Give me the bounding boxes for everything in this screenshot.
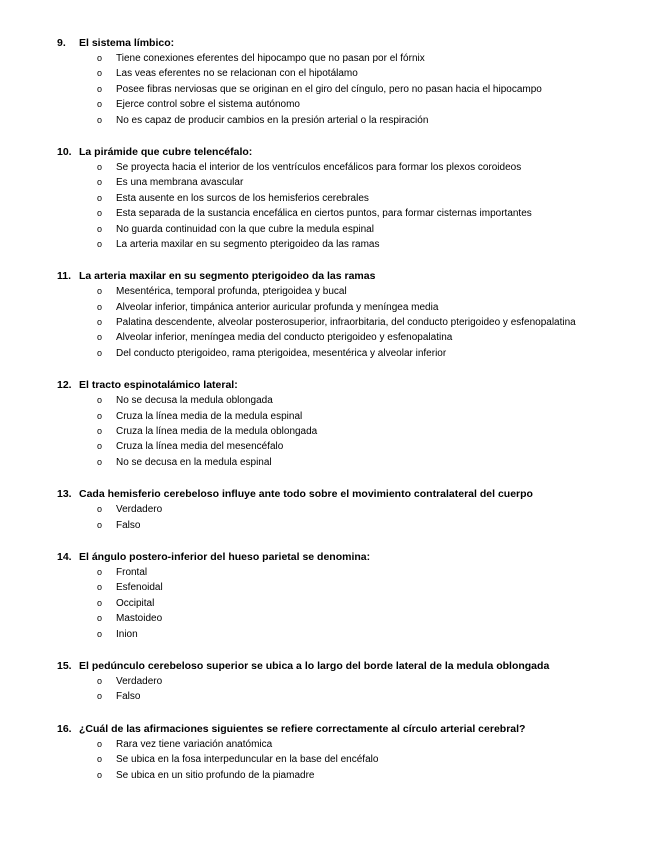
answer-options: [0, 502, 655, 533]
question-number: 10.: [57, 145, 72, 158]
circle-bullet-icon: o: [97, 582, 103, 593]
answer-option: [0, 455, 655, 470]
question-16: [0, 721, 655, 783]
circle-bullet-icon: o: [97, 347, 103, 358]
answer-option-text: No guarda continuidad con la que cubre la medula espinal: [116, 223, 374, 235]
circle-bullet-icon: o: [97, 441, 103, 452]
answer-option-text: Alveolar inferior, meníngea media del conducto pterigoideo y esfenopalatina: [116, 332, 453, 344]
answer-option: [0, 97, 655, 112]
answer-option: [0, 439, 655, 454]
answer-option: [0, 191, 655, 206]
circle-bullet-icon: o: [97, 504, 103, 515]
answer-option: [0, 596, 655, 611]
answer-option-text: Cruza la línea media de la medula espinal: [116, 410, 303, 422]
answer-option: [0, 66, 655, 81]
answer-option-text: Occipital: [116, 597, 155, 609]
answer-option-text: Esfenoidal: [116, 582, 163, 594]
circle-bullet-icon: o: [97, 68, 103, 79]
answer-options: [0, 565, 655, 642]
question-heading: [0, 486, 655, 502]
question-12: [0, 377, 655, 470]
answer-option-text: Verdadero: [116, 675, 163, 687]
answer-options: [0, 284, 655, 361]
answer-option-text: Verdadero: [116, 504, 163, 516]
document-page: [0, 35, 655, 799]
answer-option: [0, 51, 655, 66]
answer-option-text: Se proyecta hacia el interior de los ventrículos encefálicos para formar los plexos coroideos: [116, 161, 522, 173]
answer-option-text: Mastoideo: [116, 613, 163, 625]
answer-option-text: Se ubica en la fosa interpeduncular en la base del encéfalo: [116, 754, 379, 766]
answer-option-text: Cruza la línea media de la medula oblongada: [116, 426, 318, 438]
answer-option-text: Se ubica en un sitio profundo de la piamadre: [116, 769, 315, 781]
question-number: 13.: [57, 488, 72, 501]
question-heading: [0, 549, 655, 565]
answer-option-text: Las veas eferentes no se relacionan con el hipotálamo: [116, 68, 358, 80]
answer-option: [0, 674, 655, 689]
question-number: 9.: [57, 37, 66, 49]
answer-option: [0, 752, 655, 767]
question-heading: [0, 721, 655, 737]
circle-bullet-icon: o: [97, 332, 103, 343]
circle-bullet-icon: o: [97, 99, 103, 110]
question-number: 11.: [57, 270, 72, 283]
answer-option: [0, 300, 655, 315]
circle-bullet-icon: o: [97, 456, 103, 467]
answer-option-text: Inion: [116, 628, 138, 640]
question-text: La pirámide que cubre telencéfalo:: [79, 145, 253, 158]
answer-option: [0, 222, 655, 237]
answer-option: [0, 689, 655, 704]
circle-bullet-icon: o: [97, 53, 103, 63]
circle-bullet-icon: o: [97, 83, 103, 94]
circle-bullet-icon: o: [97, 177, 103, 188]
question-text: Cada hemisferio cerebeloso influye ante todo sobre el movimiento contralateral del cuerpo: [79, 488, 533, 501]
circle-bullet-icon: o: [97, 519, 103, 530]
circle-bullet-icon: o: [97, 208, 103, 219]
answer-option: [0, 346, 655, 361]
answer-option: [0, 206, 655, 221]
question-15: [0, 658, 655, 705]
circle-bullet-icon: o: [97, 675, 103, 686]
question-13: [0, 486, 655, 533]
circle-bullet-icon: o: [97, 192, 103, 203]
question-9: [0, 35, 655, 128]
answer-option-text: No se decusa en la medula espinal: [116, 456, 272, 468]
question-number: 16.: [57, 722, 72, 735]
circle-bullet-icon: o: [97, 754, 103, 765]
answer-option: [0, 565, 655, 580]
circle-bullet-icon: o: [97, 317, 103, 328]
circle-bullet-icon: o: [97, 613, 103, 624]
question-text: El ángulo postero-inferior del hueso parietal se denomina:: [79, 550, 371, 563]
answer-option-text: Es una membrana avascular: [116, 177, 244, 189]
question-number: 15.: [57, 659, 72, 672]
answer-option: [0, 315, 655, 330]
circle-bullet-icon: o: [97, 161, 103, 172]
circle-bullet-icon: o: [97, 426, 103, 437]
circle-bullet-icon: o: [97, 566, 103, 577]
answer-option: [0, 737, 655, 752]
answer-options: [0, 51, 655, 128]
circle-bullet-icon: o: [97, 597, 103, 608]
answer-option-text: Tiene conexiones eferentes del hipocampo que no pasan por el fórnix: [116, 53, 425, 64]
answer-option: [0, 82, 655, 97]
answer-option: [0, 160, 655, 175]
answer-option-text: Palatina descendente, alveolar posterosuperior, infraorbitaria, del conducto pterigoideo y esfenopalatina: [116, 317, 576, 329]
answer-option-text: Posee fibras nerviosas que se originan en el giro del cíngulo, pero no pasan hacia el hipocampo: [116, 83, 542, 95]
answer-option: [0, 284, 655, 299]
circle-bullet-icon: o: [97, 738, 103, 749]
answer-option: [0, 611, 655, 626]
answer-option-text: Mesentérica, temporal profunda, pterigoidea y bucal: [116, 286, 347, 298]
answer-option: [0, 175, 655, 190]
question-text: El pedúnculo cerebeloso superior se ubica a lo largo del borde lateral de la medula oblongada: [79, 659, 550, 672]
question-11: [0, 268, 655, 361]
answer-option: [0, 393, 655, 408]
question-14: [0, 549, 655, 642]
answer-option: [0, 580, 655, 595]
question-heading: [0, 35, 655, 51]
answer-option: [0, 113, 655, 128]
circle-bullet-icon: o: [97, 223, 103, 234]
answer-option-text: Del conducto pterigoideo, rama pterigoidea, mesentérica y alveolar inferior: [116, 347, 447, 359]
answer-option-text: Ejerce control sobre el sistema autónomo: [116, 99, 300, 111]
answer-option-text: Falso: [116, 691, 141, 703]
question-text: El sistema límbico:: [79, 37, 175, 49]
question-heading: [0, 268, 655, 284]
answer-option: [0, 768, 655, 783]
question-text: El tracto espinotalámico lateral:: [79, 379, 238, 392]
question-text: ¿Cuál de las afirmaciones siguientes se refiere correctamente al círculo arterial cerebral?: [79, 722, 526, 735]
question-heading: [0, 144, 655, 160]
answer-option-text: Rara vez tiene variación anatómica: [116, 738, 273, 750]
answer-option-text: La arteria maxilar en su segmento pterigoideo da las ramas: [116, 238, 380, 250]
answer-option-text: No se decusa la medula oblongada: [116, 395, 273, 407]
circle-bullet-icon: o: [97, 395, 103, 406]
answer-options: [0, 393, 655, 470]
circle-bullet-icon: o: [97, 628, 103, 639]
answer-option-text: Frontal: [116, 566, 148, 578]
answer-option-text: Cruza la línea media del mesencéfalo: [116, 441, 284, 453]
answer-option-text: Esta ausente en los surcos de los hemisferios cerebrales: [116, 192, 369, 204]
circle-bullet-icon: o: [97, 769, 103, 780]
circle-bullet-icon: o: [97, 301, 103, 312]
question-text: La arteria maxilar en su segmento pterigoideo da las ramas: [79, 270, 376, 283]
answer-option-text: No es capaz de producir cambios en la presión arterial o la respiración: [116, 114, 429, 126]
answer-option-text: Alveolar inferior, timpánica anterior auricular profunda y meníngea media: [116, 301, 439, 313]
answer-options: [0, 674, 655, 705]
circle-bullet-icon: o: [97, 691, 103, 702]
answer-option-text: Falso: [116, 519, 141, 531]
answer-options: [0, 160, 655, 252]
circle-bullet-icon: o: [97, 410, 103, 421]
answer-option: [0, 502, 655, 517]
answer-option: [0, 409, 655, 424]
question-heading: [0, 377, 655, 393]
answer-options: [0, 737, 655, 783]
circle-bullet-icon: o: [97, 286, 103, 297]
question-10: [0, 144, 655, 252]
answer-option-text: Esta separada de la sustancia encefálica en ciertos puntos, para formar cisternas importantes: [116, 208, 532, 220]
answer-option: [0, 424, 655, 439]
answer-option: [0, 330, 655, 345]
answer-option: [0, 237, 655, 252]
answer-option: [0, 518, 655, 533]
question-heading: [0, 658, 655, 674]
circle-bullet-icon: o: [97, 114, 103, 125]
answer-option: [0, 627, 655, 642]
question-number: 14.: [57, 550, 72, 563]
question-number: 12.: [57, 379, 72, 392]
circle-bullet-icon: o: [97, 238, 103, 249]
